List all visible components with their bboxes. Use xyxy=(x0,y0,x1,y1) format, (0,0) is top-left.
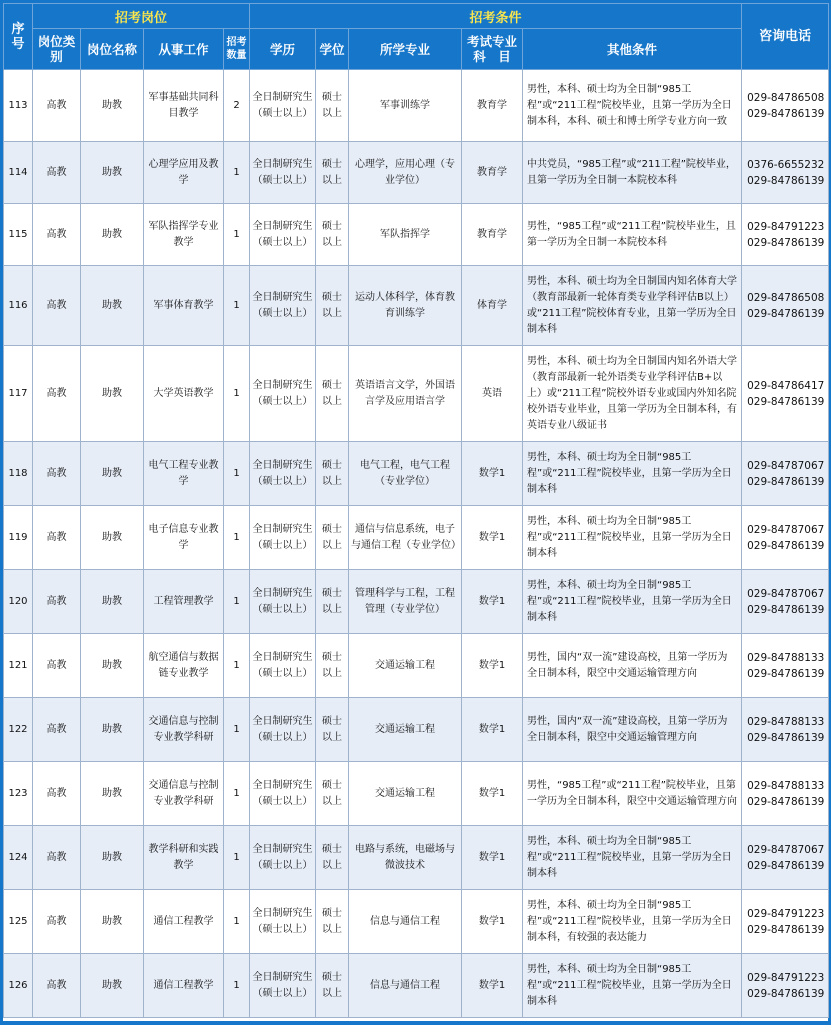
cell-contact-phone xyxy=(742,762,829,826)
cell-other-conditions: 男性，本科、硕士均为全日制“985工程”或“211工程”院校毕业，且第一学历为全日制本科 xyxy=(523,954,742,1018)
cell-exam-subject: 数学1 xyxy=(462,826,523,890)
cell-other-conditions: 中共党员，“985工程”或“211工程”院校毕业，且第一学历为全日制一本院校本科 xyxy=(523,142,742,204)
cell-major: 电气工程，电气工程（专业学位） xyxy=(349,442,462,506)
cell-degree: 硕士以上 xyxy=(316,826,349,890)
cell-seq: 114 xyxy=(4,142,33,204)
cell-post-name: 助教 xyxy=(81,634,144,698)
header-post-name: 岗位名称 xyxy=(81,29,144,70)
cell-education: 全日制研究生（硕士以上） xyxy=(250,346,316,442)
cell-contact-phone xyxy=(742,442,829,506)
cell-category: 高教 xyxy=(33,634,81,698)
phone-number: 029-84786139 xyxy=(747,731,825,744)
cell-seq: 125 xyxy=(4,890,33,954)
cell-count: 1 xyxy=(224,442,250,506)
table-row xyxy=(4,570,829,634)
cell-exam-subject: 数学1 xyxy=(462,954,523,1018)
table-row xyxy=(4,826,829,890)
phone-number: 029-84786139 xyxy=(747,475,825,488)
cell-major: 英语语言文学，外国语言学及应用语言学 xyxy=(349,346,462,442)
cell-degree: 硕士以上 xyxy=(316,570,349,634)
cell-education: 全日制研究生（硕士以上） xyxy=(250,570,316,634)
header-degree: 学位 xyxy=(316,29,349,70)
phone-number: 029-84787067 xyxy=(747,523,825,536)
cell-work: 大学英语教学 xyxy=(144,346,224,442)
cell-count: 1 xyxy=(224,142,250,204)
cell-contact-phone xyxy=(742,890,829,954)
cell-work: 通信工程教学 xyxy=(144,890,224,954)
cell-major: 军事训练学 xyxy=(349,70,462,142)
table-row xyxy=(4,346,829,442)
cell-category: 高教 xyxy=(33,954,81,1018)
cell-degree: 硕士以上 xyxy=(316,634,349,698)
header-other-conditions: 其他条件 xyxy=(523,29,742,70)
cell-major: 军队指挥学 xyxy=(349,204,462,266)
cell-work: 军队指挥学专业教学 xyxy=(144,204,224,266)
recruitment-table xyxy=(3,3,829,1018)
cell-count: 1 xyxy=(224,954,250,1018)
cell-contact-phone xyxy=(742,634,829,698)
table-row xyxy=(4,890,829,954)
cell-count: 1 xyxy=(224,698,250,762)
header-seq: 序号 xyxy=(4,4,33,70)
table-row xyxy=(4,762,829,826)
cell-exam-subject: 教育学 xyxy=(462,70,523,142)
cell-other-conditions: 男性，本科、硕士均为全日制“985工程”或“211工程”院校毕业，且第一学历为全日制本科 xyxy=(523,506,742,570)
table-row xyxy=(4,954,829,1018)
header-contact-phone: 咨询电话 xyxy=(742,4,829,70)
cell-exam-subject: 教育学 xyxy=(462,204,523,266)
phone-number: 029-84786139 xyxy=(747,667,825,680)
header-count: 招考数量 xyxy=(224,29,250,70)
cell-post-name: 助教 xyxy=(81,142,144,204)
cell-contact-phone xyxy=(742,698,829,762)
cell-education: 全日制研究生（硕士以上） xyxy=(250,266,316,346)
table-row xyxy=(4,506,829,570)
cell-category: 高教 xyxy=(33,826,81,890)
cell-degree: 硕士以上 xyxy=(316,954,349,1018)
table-row xyxy=(4,442,829,506)
phone-number: 029-84786508 xyxy=(747,291,825,304)
cell-contact-phone xyxy=(742,204,829,266)
cell-seq: 113 xyxy=(4,70,33,142)
cell-education: 全日制研究生（硕士以上） xyxy=(250,204,316,266)
cell-other-conditions: 男性，本科、硕士均为全日制国内知名外语大学（教育部最新一轮外语类专业学科评估B+以上）或“211工程”院校外语专业或国内外知名院校外语专业毕业，且第一学历为全日制本科，有英语专业八级证书 xyxy=(523,346,742,442)
cell-degree: 硕士以上 xyxy=(316,346,349,442)
cell-category: 高教 xyxy=(33,506,81,570)
cell-contact-phone xyxy=(742,570,829,634)
cell-education: 全日制研究生（硕士以上） xyxy=(250,634,316,698)
phone-number: 029-84787067 xyxy=(747,843,825,856)
phone-number: 029-84786139 xyxy=(747,174,825,187)
cell-major: 通信与信息系统，电子与通信工程（专业学位） xyxy=(349,506,462,570)
cell-education: 全日制研究生（硕士以上） xyxy=(250,954,316,1018)
cell-major: 交通运输工程 xyxy=(349,634,462,698)
cell-work: 航空通信与数据链专业教学 xyxy=(144,634,224,698)
cell-work: 教学科研和实践教学 xyxy=(144,826,224,890)
cell-exam-subject: 体育学 xyxy=(462,266,523,346)
table-row xyxy=(4,698,829,762)
cell-exam-subject: 数学1 xyxy=(462,442,523,506)
cell-major: 信息与通信工程 xyxy=(349,954,462,1018)
cell-other-conditions: 男性，本科、硕士均为全日制“985工程”或“211工程”院校毕业，且第一学历为全日制本科，有较强的表达能力 xyxy=(523,890,742,954)
phone-number: 029-84786139 xyxy=(747,236,825,249)
cell-major: 电路与系统，电磁场与微波技术 xyxy=(349,826,462,890)
cell-seq: 126 xyxy=(4,954,33,1018)
table-row xyxy=(4,634,829,698)
cell-exam-subject: 教育学 xyxy=(462,142,523,204)
cell-seq: 120 xyxy=(4,570,33,634)
cell-seq: 124 xyxy=(4,826,33,890)
cell-degree: 硕士以上 xyxy=(316,442,349,506)
phone-number: 029-84791223 xyxy=(747,907,825,920)
table-header xyxy=(4,4,829,70)
cell-degree: 硕士以上 xyxy=(316,266,349,346)
table-row xyxy=(4,70,829,142)
cell-degree: 硕士以上 xyxy=(316,762,349,826)
phone-number: 029-84791223 xyxy=(747,220,825,233)
cell-major: 交通运输工程 xyxy=(349,762,462,826)
cell-contact-phone xyxy=(742,346,829,442)
cell-work: 电子信息专业教学 xyxy=(144,506,224,570)
cell-category: 高教 xyxy=(33,346,81,442)
cell-degree: 硕士以上 xyxy=(316,890,349,954)
cell-post-name: 助教 xyxy=(81,698,144,762)
header-exam-subject: 考试专业科 目 xyxy=(462,29,523,70)
cell-count: 1 xyxy=(224,204,250,266)
cell-exam-subject: 数学1 xyxy=(462,762,523,826)
cell-exam-subject: 数学1 xyxy=(462,698,523,762)
cell-seq: 117 xyxy=(4,346,33,442)
cell-count: 1 xyxy=(224,762,250,826)
cell-major: 交通运输工程 xyxy=(349,698,462,762)
cell-post-name: 助教 xyxy=(81,890,144,954)
table-row xyxy=(4,266,829,346)
cell-seq: 119 xyxy=(4,506,33,570)
cell-degree: 硕士以上 xyxy=(316,506,349,570)
cell-contact-phone xyxy=(742,954,829,1018)
cell-work: 电气工程专业教学 xyxy=(144,442,224,506)
cell-work: 交通信息与控制专业教学科研 xyxy=(144,762,224,826)
cell-category: 高教 xyxy=(33,890,81,954)
cell-education: 全日制研究生（硕士以上） xyxy=(250,506,316,570)
header-group-conditions: 招考条件 xyxy=(250,4,742,29)
phone-number: 029-84788133 xyxy=(747,651,825,664)
cell-degree: 硕士以上 xyxy=(316,698,349,762)
cell-other-conditions: 男性，“985工程”或“211工程”院校毕业生，且第一学历为全日制一本院校本科 xyxy=(523,204,742,266)
phone-number: 029-84788133 xyxy=(747,779,825,792)
table-body xyxy=(4,70,829,1018)
cell-contact-phone xyxy=(742,266,829,346)
cell-exam-subject: 数学1 xyxy=(462,634,523,698)
cell-post-name: 助教 xyxy=(81,346,144,442)
cell-post-name: 助教 xyxy=(81,570,144,634)
cell-work: 交通信息与控制专业教学科研 xyxy=(144,698,224,762)
cell-post-name: 助教 xyxy=(81,266,144,346)
phone-number: 029-84786139 xyxy=(747,859,825,872)
cell-exam-subject: 数学1 xyxy=(462,506,523,570)
cell-category: 高教 xyxy=(33,762,81,826)
cell-other-conditions: 男性，本科、硕士均为全日制“985工程”或“211工程”院校毕业，且第一学历为全日制本科 xyxy=(523,826,742,890)
cell-education: 全日制研究生（硕士以上） xyxy=(250,826,316,890)
phone-number: 029-84786139 xyxy=(747,987,825,1000)
phone-number: 029-84786508 xyxy=(747,91,825,104)
cell-post-name: 助教 xyxy=(81,954,144,1018)
cell-seq: 116 xyxy=(4,266,33,346)
cell-work: 通信工程教学 xyxy=(144,954,224,1018)
cell-education: 全日制研究生（硕士以上） xyxy=(250,70,316,142)
cell-other-conditions: 男性，“985工程”或“211工程”院校毕业，且第一学历为全日制本科，限空中交通运输管理方向 xyxy=(523,762,742,826)
cell-major: 运动人体科学，体育教育训练学 xyxy=(349,266,462,346)
cell-category: 高教 xyxy=(33,70,81,142)
phone-number: 029-84786139 xyxy=(747,395,825,408)
cell-work: 军事基础共同科目教学 xyxy=(144,70,224,142)
cell-degree: 硕士以上 xyxy=(316,70,349,142)
cell-post-name: 助教 xyxy=(81,442,144,506)
phone-number: 029-84786139 xyxy=(747,795,825,808)
cell-education: 全日制研究生（硕士以上） xyxy=(250,142,316,204)
cell-count: 1 xyxy=(224,890,250,954)
cell-contact-phone xyxy=(742,506,829,570)
cell-post-name: 助教 xyxy=(81,506,144,570)
cell-seq: 118 xyxy=(4,442,33,506)
cell-post-name: 助教 xyxy=(81,204,144,266)
header-group-post: 招考岗位 xyxy=(33,4,250,29)
cell-seq: 115 xyxy=(4,204,33,266)
cell-contact-phone xyxy=(742,826,829,890)
cell-other-conditions: 男性，本科、硕士均为全日制“985工程”或“211工程”院校毕业，且第一学历为全日制本科 xyxy=(523,442,742,506)
phone-number: 029-84787067 xyxy=(747,459,825,472)
cell-category: 高教 xyxy=(33,266,81,346)
header-major: 所学专业 xyxy=(349,29,462,70)
cell-exam-subject: 英语 xyxy=(462,346,523,442)
cell-count: 1 xyxy=(224,346,250,442)
header-work: 从事工作 xyxy=(144,29,224,70)
cell-other-conditions: 男性，本科、硕士均为全日制国内知名体育大学（教育部最新一轮体育类专业学科评估B以上）或“211工程”院校体育专业，且第一学历为全日制本科 xyxy=(523,266,742,346)
cell-category: 高教 xyxy=(33,142,81,204)
cell-other-conditions: 男性，国内“双一流”建设高校，且第一学历为全日制本科，限空中交通运输管理方向 xyxy=(523,634,742,698)
phone-number: 029-84786139 xyxy=(747,307,825,320)
cell-contact-phone xyxy=(742,142,829,204)
cell-other-conditions: 男性，本科、硕士均为全日制“985工程”或“211工程”院校毕业，且第一学历为全日制本科，本科、硕士和博士所学专业方向一致 xyxy=(523,70,742,142)
cell-education: 全日制研究生（硕士以上） xyxy=(250,698,316,762)
phone-number: 029-84786139 xyxy=(747,539,825,552)
phone-number: 029-84788133 xyxy=(747,715,825,728)
cell-post-name: 助教 xyxy=(81,762,144,826)
cell-count: 1 xyxy=(224,634,250,698)
cell-category: 高教 xyxy=(33,570,81,634)
cell-seq: 123 xyxy=(4,762,33,826)
cell-category: 高教 xyxy=(33,204,81,266)
cell-count: 1 xyxy=(224,506,250,570)
cell-post-name: 助教 xyxy=(81,70,144,142)
cell-major: 心理学，应用心理（专业学位） xyxy=(349,142,462,204)
cell-post-name: 助教 xyxy=(81,826,144,890)
cell-category: 高教 xyxy=(33,698,81,762)
cell-count: 1 xyxy=(224,826,250,890)
cell-other-conditions: 男性，本科、硕士均为全日制“985工程”或“211工程”院校毕业，且第一学历为全日制本科 xyxy=(523,570,742,634)
cell-work: 工程管理教学 xyxy=(144,570,224,634)
table-row xyxy=(4,142,829,204)
cell-major: 管理科学与工程，工程管理（专业学位） xyxy=(349,570,462,634)
header-education: 学历 xyxy=(250,29,316,70)
cell-contact-phone xyxy=(742,70,829,142)
cell-education: 全日制研究生（硕士以上） xyxy=(250,762,316,826)
cell-seq: 121 xyxy=(4,634,33,698)
cell-count: 1 xyxy=(224,570,250,634)
cell-work: 心理学应用及教学 xyxy=(144,142,224,204)
phone-number: 029-84786417 xyxy=(747,379,825,392)
cell-education: 全日制研究生（硕士以上） xyxy=(250,442,316,506)
phone-number: 029-84786139 xyxy=(747,603,825,616)
cell-exam-subject: 数学1 xyxy=(462,890,523,954)
header-category: 岗位类别 xyxy=(33,29,81,70)
cell-degree: 硕士以上 xyxy=(316,142,349,204)
cell-seq: 122 xyxy=(4,698,33,762)
cell-degree: 硕士以上 xyxy=(316,204,349,266)
cell-count: 1 xyxy=(224,266,250,346)
cell-count: 2 xyxy=(224,70,250,142)
cell-category: 高教 xyxy=(33,442,81,506)
phone-number: 029-84791223 xyxy=(747,971,825,984)
cell-education: 全日制研究生（硕士以上） xyxy=(250,890,316,954)
phone-number: 029-84787067 xyxy=(747,587,825,600)
cell-other-conditions: 男性，国内“双一流”建设高校，且第一学历为全日制本科，限空中交通运输管理方向 xyxy=(523,698,742,762)
cell-exam-subject: 数学1 xyxy=(462,570,523,634)
table-row xyxy=(4,204,829,266)
phone-number: 029-84786139 xyxy=(747,107,825,120)
phone-number: 029-84786139 xyxy=(747,923,825,936)
cell-work: 军事体育教学 xyxy=(144,266,224,346)
cell-major: 信息与通信工程 xyxy=(349,890,462,954)
phone-number: 0376-6655232 xyxy=(747,158,825,171)
